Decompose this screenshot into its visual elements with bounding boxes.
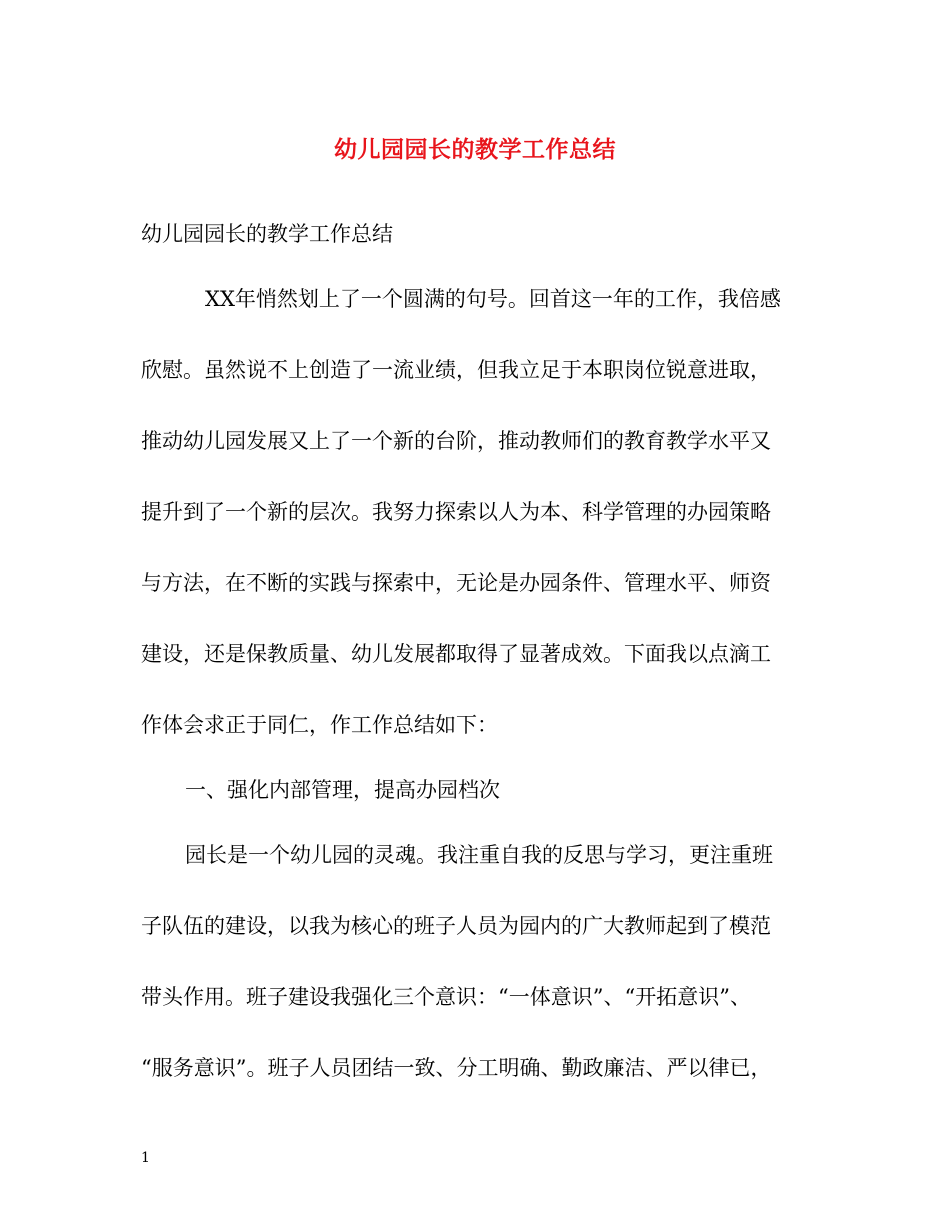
document-title: 幼儿园园长的教学工作总结 xyxy=(334,136,616,163)
paragraph-line: 子队伍的建设，以我为核心的班子人员为园内的广大教师起到了模范 xyxy=(141,914,771,938)
document-subtitle: 幼儿园园长的教学工作总结 xyxy=(141,222,393,246)
paragraph-line: 提升到了一个新的层次。我努力探索以人为本、科学管理的办园策略 xyxy=(141,500,771,524)
paragraph-line: 推动幼儿园发展又上了一个新的台阶，推动教师们的教育教学水平又 xyxy=(141,429,771,453)
paragraph-line: 带头作用。班子建设我强化三个意识：“一体意识”、“开拓意识”、 xyxy=(141,985,751,1009)
paragraph-line: 园长是一个幼儿园的灵魂。我注重自我的反思与学习，更注重班 xyxy=(185,843,773,867)
paragraph-line: 与方法，在不断的实践与探索中，无论是办园条件、管理水平、师资 xyxy=(141,571,771,595)
paragraph-line: 建设，还是保教质量、幼儿发展都取得了显著成效。下面我以点滴工 xyxy=(141,642,771,666)
paragraph-line: 欣慰。虽然说不上创造了一流业绩，但我立足于本职岗位锐意进取， xyxy=(141,358,771,382)
paragraph-line: “服务意识”。班子人员团结一致、分工明确、勤政廉洁、严以律已， xyxy=(141,1056,772,1080)
paragraph-line: 作体会求正于同仁，作工作总结如下： xyxy=(141,713,498,737)
section-heading: 一、强化内部管理，提高办园档次 xyxy=(185,778,500,802)
paragraph-line: XX年悄然划上了一个圆满的句号。回首这一年的工作，我倍感 xyxy=(205,287,781,311)
page-number: 1 xyxy=(141,1150,150,1166)
